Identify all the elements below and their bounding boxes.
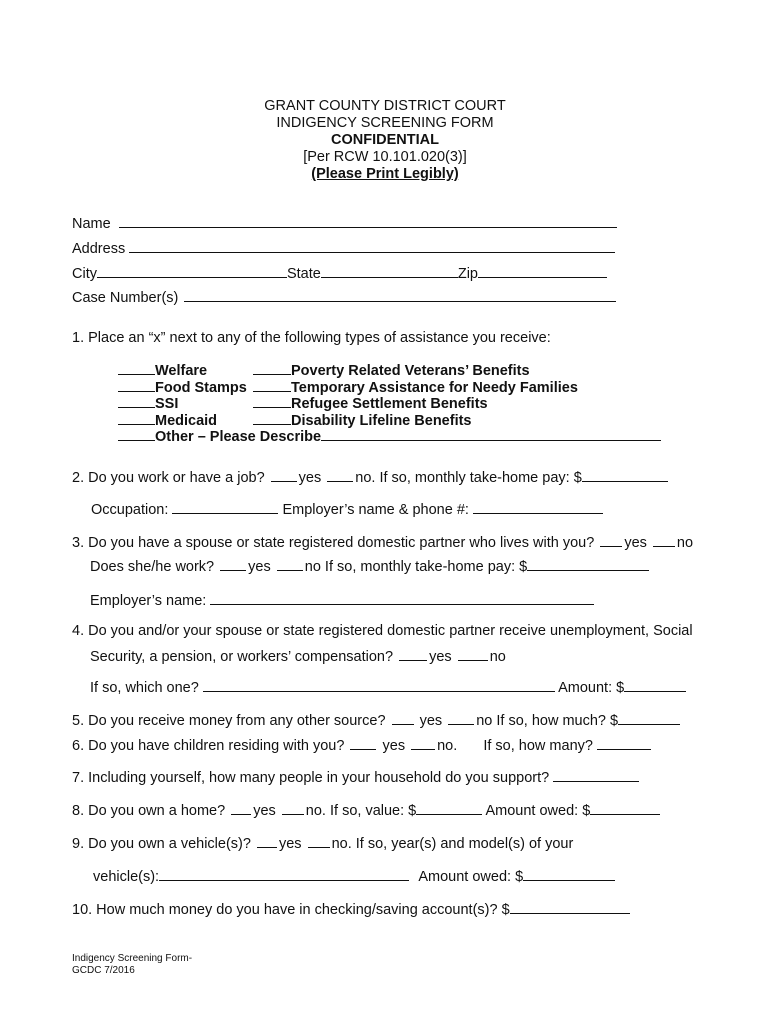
zip-label: Zip bbox=[457, 266, 478, 282]
case-number-label: Case Number(s) bbox=[72, 290, 179, 306]
ssi-label: SSI bbox=[155, 396, 179, 412]
home-value-field[interactable] bbox=[416, 801, 482, 815]
question-8 bbox=[72, 801, 660, 820]
spouse-no-field[interactable] bbox=[653, 533, 675, 547]
footer-form-code: GCDC 7/2016 bbox=[72, 965, 135, 976]
vehicle-owed-field[interactable] bbox=[523, 867, 615, 881]
employer-field[interactable] bbox=[473, 500, 603, 514]
refugee-checkbox[interactable] bbox=[253, 395, 291, 408]
veterans-checkbox[interactable] bbox=[253, 362, 291, 375]
food-stamps-label: Food Stamps bbox=[155, 379, 247, 396]
question-4-cont bbox=[90, 647, 506, 666]
refugee-label: Refugee Settlement Benefits bbox=[291, 396, 488, 412]
which-one-label: If so, which one? bbox=[90, 680, 199, 696]
which-one-field[interactable] bbox=[203, 678, 555, 692]
question-7-text: 7. Including yourself, how many people in your household do you support? bbox=[72, 770, 550, 786]
occupation-label: Occupation: bbox=[91, 502, 169, 518]
children-yes-label: yes bbox=[382, 738, 406, 754]
other-checkbox[interactable] bbox=[118, 428, 155, 441]
assistance-row-other bbox=[118, 428, 661, 446]
spouse-work-no-label: no If so, monthly take-home pay: $ bbox=[304, 559, 528, 575]
question-5-text: 5. Do you receive money from any other source? bbox=[72, 713, 386, 729]
benefits-no-field[interactable] bbox=[458, 647, 488, 661]
spouse-yes-label: yes bbox=[624, 535, 647, 551]
question-3-text: 3. Do you have a spouse or state registered domestic partner who lives with you? bbox=[72, 535, 595, 551]
medicaid-label: Medicaid bbox=[155, 412, 218, 429]
other-money-no-label: no bbox=[476, 713, 493, 729]
question-1: 1. Place an “x” next to any of the following types of assistance you receive: bbox=[72, 330, 551, 346]
city-state-zip-row bbox=[72, 264, 607, 283]
occupation-row bbox=[91, 500, 603, 519]
address-field[interactable] bbox=[129, 239, 615, 253]
question-4: 4. Do you and/or your spouse or state registered domestic partner receive unemployment, Social bbox=[72, 623, 693, 639]
question-3 bbox=[72, 533, 693, 552]
form-title: INDIGENCY SCREENING FORM bbox=[276, 115, 494, 131]
print-legibly-note: (Please Print Legibly) bbox=[311, 166, 459, 182]
occupation-field[interactable] bbox=[172, 500, 278, 514]
state-field[interactable] bbox=[321, 264, 458, 278]
assistance-row-3 bbox=[118, 395, 488, 413]
form-header bbox=[0, 98, 770, 183]
court-name: GRANT COUNTY DISTRICT COURT bbox=[264, 98, 506, 114]
work-yes-field[interactable] bbox=[271, 468, 297, 482]
vehicle-yes-field[interactable] bbox=[257, 834, 277, 848]
question-7 bbox=[72, 768, 639, 787]
question-6-text: 6. Do you have children residing with you? bbox=[72, 738, 345, 754]
question-5 bbox=[72, 711, 680, 730]
question-10-text: 10. How much money do you have in checking/saving account(s)? $ bbox=[72, 902, 510, 918]
work-no-label: no. If so, monthly take-home pay: $ bbox=[355, 470, 582, 486]
other-money-no-field[interactable] bbox=[448, 711, 474, 725]
other-money-yes-field[interactable] bbox=[392, 711, 414, 725]
spouse-employer-row bbox=[90, 591, 594, 610]
household-size-field[interactable] bbox=[553, 768, 639, 782]
work-yes-label: yes bbox=[298, 470, 322, 486]
question-4-text-2: Security, a pension, or workers’ compensation? bbox=[90, 649, 394, 665]
employer-label: Employer’s name & phone #: bbox=[282, 502, 469, 518]
vehicles-label: vehicle(s): bbox=[93, 869, 160, 885]
other-money-yes-label: yes bbox=[419, 713, 443, 729]
state-label: State bbox=[286, 266, 321, 282]
vehicles-row bbox=[93, 867, 615, 886]
spouse-work-row bbox=[90, 557, 649, 576]
zip-field[interactable] bbox=[478, 264, 607, 278]
work-no-field[interactable] bbox=[327, 468, 353, 482]
spouse-work-no-field[interactable] bbox=[277, 557, 303, 571]
children-no-label: no. bbox=[437, 738, 458, 754]
benefits-yes-label: yes bbox=[429, 649, 452, 665]
how-much-label: If so, how much? $ bbox=[496, 713, 619, 729]
welfare-checkbox[interactable] bbox=[118, 362, 155, 375]
assistance-row-2 bbox=[118, 379, 578, 397]
spouse-yes-field[interactable] bbox=[600, 533, 622, 547]
home-yes-label: yes bbox=[253, 803, 276, 819]
address-label: Address bbox=[72, 241, 126, 257]
address-row bbox=[72, 239, 615, 258]
case-number-row bbox=[72, 288, 616, 307]
ssi-checkbox[interactable] bbox=[118, 395, 155, 408]
welfare-label: Welfare bbox=[155, 363, 208, 379]
question-6 bbox=[72, 736, 651, 755]
home-no-field[interactable] bbox=[282, 801, 304, 815]
home-owed-field[interactable] bbox=[590, 801, 660, 815]
benefits-yes-field[interactable] bbox=[399, 647, 427, 661]
question-9-text: 9. Do you own a vehicle(s)? bbox=[72, 836, 251, 852]
form-footer bbox=[72, 953, 192, 977]
medicaid-checkbox[interactable] bbox=[118, 412, 155, 425]
question-9 bbox=[72, 834, 573, 853]
question-2 bbox=[72, 468, 668, 487]
spouse-no-label: no bbox=[676, 535, 694, 551]
tanf-checkbox[interactable] bbox=[253, 379, 291, 392]
take-home-pay-field[interactable] bbox=[582, 468, 668, 482]
home-owed-label: Amount owed: $ bbox=[485, 803, 591, 819]
confidential-label: CONFIDENTIAL bbox=[331, 132, 439, 148]
benefits-no-label: no bbox=[489, 649, 506, 665]
rcw-reference: [Per RCW 10.101.020(3)] bbox=[303, 149, 467, 165]
home-no-label: no. If so, value: $ bbox=[305, 803, 417, 819]
spouse-work-text: Does she/he work? bbox=[90, 559, 215, 575]
children-yes-field[interactable] bbox=[350, 736, 376, 750]
assistance-row-1 bbox=[118, 362, 530, 380]
city-field[interactable] bbox=[97, 264, 287, 278]
home-yes-field[interactable] bbox=[231, 801, 251, 815]
how-much-field[interactable] bbox=[618, 711, 680, 725]
question-10 bbox=[72, 900, 630, 919]
vehicles-field[interactable] bbox=[159, 867, 409, 881]
case-number-field[interactable] bbox=[184, 288, 616, 302]
name-field[interactable] bbox=[119, 214, 617, 228]
spouse-employer-label: Employer’s name: bbox=[90, 593, 207, 609]
other-describe-field[interactable] bbox=[321, 428, 661, 441]
question-8-text: 8. Do you own a home? bbox=[72, 803, 226, 819]
vehicle-yes-label: yes bbox=[278, 836, 302, 852]
food-stamps-checkbox[interactable] bbox=[118, 379, 155, 392]
city-label: City bbox=[72, 266, 97, 282]
name-label: Name bbox=[72, 216, 111, 232]
spouse-work-yes-label: yes bbox=[248, 559, 271, 575]
name-row bbox=[72, 214, 617, 233]
how-many-label: If so, how many? bbox=[483, 738, 593, 754]
spouse-pay-field[interactable] bbox=[527, 557, 649, 571]
question-2-text: 2. Do you work or have a job? bbox=[72, 470, 265, 486]
spouse-employer-field[interactable] bbox=[210, 591, 594, 605]
vehicle-owed-label: Amount owed: $ bbox=[418, 869, 524, 885]
veterans-label: Poverty Related Veterans’ Benefits bbox=[291, 363, 530, 379]
disability-checkbox[interactable] bbox=[253, 412, 291, 425]
footer-form-name: Indigency Screening Form- bbox=[72, 953, 193, 964]
spouse-work-yes-field[interactable] bbox=[220, 557, 246, 571]
how-many-field[interactable] bbox=[597, 736, 651, 750]
benefits-amount-field[interactable] bbox=[624, 678, 686, 692]
benefits-which-row bbox=[90, 678, 686, 697]
assistance-row-4 bbox=[118, 412, 472, 430]
benefits-amount-label: Amount: $ bbox=[558, 680, 625, 696]
vehicle-no-field[interactable] bbox=[308, 834, 330, 848]
account-balance-field[interactable] bbox=[510, 900, 630, 914]
children-no-field[interactable] bbox=[411, 736, 435, 750]
tanf-label: Temporary Assistance for Needy Families bbox=[291, 379, 578, 396]
vehicle-no-label: no. If so, year(s) and model(s) of your bbox=[331, 836, 574, 852]
disability-label: Disability Lifeline Benefits bbox=[291, 412, 472, 429]
other-label: Other – Please Describe bbox=[155, 429, 322, 445]
